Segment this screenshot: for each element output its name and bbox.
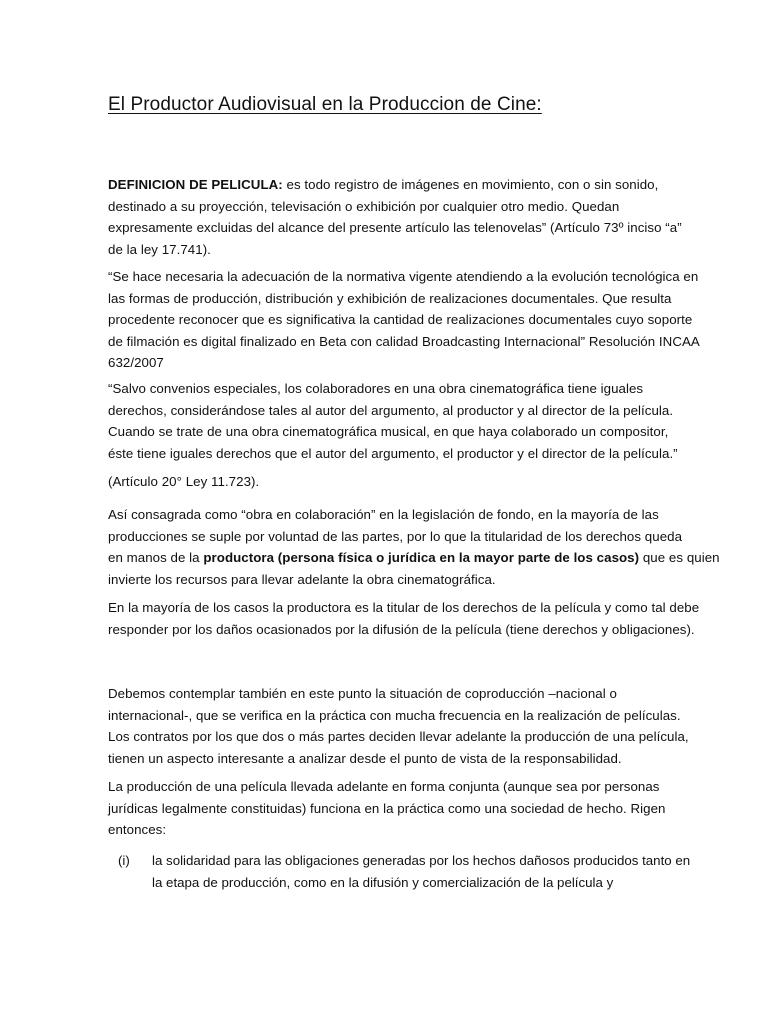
paragraph-line [108,547,720,569]
paragraph-line: Así consagrada como “obra en colaboración” en la legislación de fondo, en la mayoría de las [108,507,659,522]
paragraph-resolucion [108,266,700,374]
list-item-text [152,850,691,893]
paragraph-line: la etapa de producción, como en la difusión y comercialización de la película y [152,874,614,890]
paragraph-line: La producción de una película llevada adelante en forma conjunta (aunque sea por personas [108,779,660,794]
paragraph-line: las formas de producción, distribución y exhibición de realizaciones documentales. Que resulta [108,290,672,306]
paragraph-definicion [108,174,682,260]
text-run: es todo registro de imágenes en movimiento, con o sin sonido, [282,177,659,192]
paragraph-line: producciones se suple por voluntad de las partes, por lo que la titularidad de los derechos queda [108,528,683,544]
paragraph-sociedad-hecho [108,776,668,841]
paragraph-line: tienen un aspecto interesante a analizar desde el punto de vista de la responsabilidad. [108,750,622,766]
paragraph-line: Debemos contemplar también en este punto la situación de coproducción –nacional o [108,686,617,701]
paragraph-line: entonces: [108,822,167,837]
paragraph-line: expresamente excluidas del alcance del presente artículo las telenovelas” (Artículo 73º inciso “a” [108,220,682,235]
paragraph-titular [108,597,700,640]
text-run: que es quien [639,550,720,565]
paragraph-line [108,174,668,196]
paragraph-line: la solidaridad para las obligaciones generadas por los hechos dañosos producidos tanto en [152,853,691,868]
paragraph-colaboradores [108,378,678,464]
bold-lead: DEFINICION DE PELICULA: [108,177,283,192]
paragraph-line: procedente reconocer que es significativa la cantidad de realizaciones documentales cuyo soporte [108,312,693,327]
bold-run: productora (persona física o jurídica en la mayor parte de los casos) [203,550,640,565]
text-run: en manos de la [108,550,204,565]
list-marker: (i) [118,853,130,868]
paragraph-obra-colaboracion [108,504,720,590]
paragraph-line: destinado a su proyección, televisación o exhibición por cualquier otro medio. Quedan [108,198,620,214]
paragraph-line: de la ley 17.741). [108,241,211,257]
paragraph-line: Cuando se trate de una obra cinematográfica musical, en que haya colaborado un compositor, [108,424,669,439]
paragraph-line: 632/2007 [108,355,164,370]
paragraph-line: En la mayoría de los casos la productora es la titular de los derechos de la película y como tal debe [108,600,700,615]
paragraph-line: derechos, considerándose tales al autor del argumento, al productor y al director de la película. [108,402,674,418]
paragraph-line: éste tiene iguales derechos que el autor del argumento, el productor y el director de la película.” [108,445,678,461]
document-title: El Productor Audiovisual en la Produccion de Cine: [108,94,542,115]
paragraph-line: (Artículo 20° Ley 11.723). [108,474,260,489]
paragraph-coproduccion [108,683,689,769]
paragraph-line: jurídicas legalmente constituidas) funciona en la práctica como una sociedad de hecho. Rigen [108,800,666,816]
paragraph-line: internacional-, que se verifica en la práctica con mucha frecuencia en la realización de películas. [108,707,681,723]
paragraph-line: de filmación es digital finalizado en Beta con calidad Broadcasting Internacional” Resolución INCAA [108,333,700,349]
paragraph-line: “Se hace necesaria la adecuación de la normativa vigente atendiendo a la evolución tecnológica en [108,269,699,284]
paragraph-line: responder por los daños ocasionados por la difusión de la película (tiene derechos y obligaciones). [108,621,695,637]
paragraph-line: “Salvo convenios especiales, los colaboradores en una obra cinematográfica tiene iguales [108,381,644,396]
paragraph-line: invierte los recursos para llevar adelante la obra cinematográfica. [108,571,496,587]
paragraph-citation [108,471,668,493]
paragraph-line: Los contratos por los que dos o más partes deciden llevar adelante la producción de una película, [108,729,689,744]
